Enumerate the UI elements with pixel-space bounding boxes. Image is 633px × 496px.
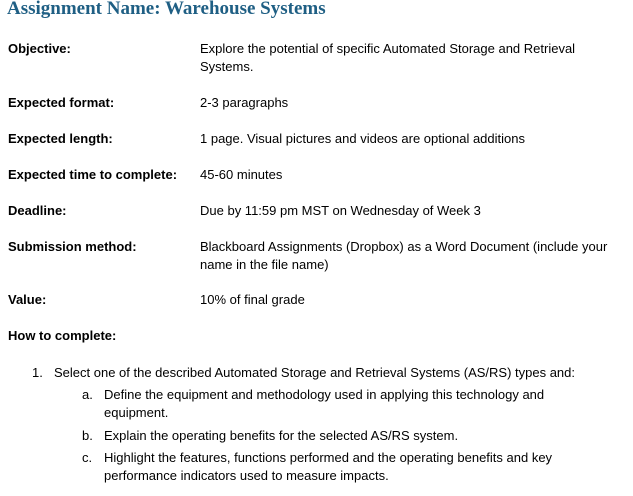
sub-list-item-text: Highlight the features, functions performed and the operating benefits and key performance indicators used to measure impacts. (104, 450, 553, 483)
expected-format-label: Expected format: (8, 95, 115, 110)
list-number: 1. (32, 365, 43, 380)
sub-list-item-text: Explain the operating benefits for the selected AS/RS system. (104, 428, 459, 443)
sub-list-letter: c. (82, 450, 93, 465)
objective-value: Explore the potential of specific Automated Storage and Retrieval Systems. (200, 41, 576, 74)
expected-format-value: 2-3 paragraphs (200, 95, 289, 110)
assignment-title: Assignment Name: Warehouse Systems (7, 0, 326, 19)
objective-label: Objective: (8, 41, 71, 56)
sub-list-item-text: Define the equipment and methodology used in applying this technology and equipment. (104, 387, 545, 420)
list-item-text: Select one of the described Automated Storage and Retrieval Systems (AS/RS) types and: (54, 365, 576, 380)
sub-list-letter: b. (82, 428, 93, 443)
expected-time-value: 45-60 minutes (200, 167, 283, 182)
value-label: Value: (8, 292, 47, 307)
expected-length-value: 1 page. Visual pictures and videos are optional additions (200, 131, 525, 146)
expected-time-label: Expected time to complete: (8, 167, 178, 182)
value-value: 10% of final grade (200, 292, 305, 307)
submission-method-label: Submission method: (8, 239, 137, 254)
sub-list-letter: a. (82, 387, 93, 402)
expected-length-label: Expected length: (8, 131, 113, 146)
submission-method-value: Blackboard Assignments (Dropbox) as a Word Document (include your name in the file name) (200, 239, 608, 272)
deadline-value: Due by 11:59 pm MST on Wednesday of Week 3 (200, 203, 481, 218)
deadline-label: Deadline: (8, 203, 67, 218)
how-to-complete-heading: How to complete: (8, 328, 117, 343)
